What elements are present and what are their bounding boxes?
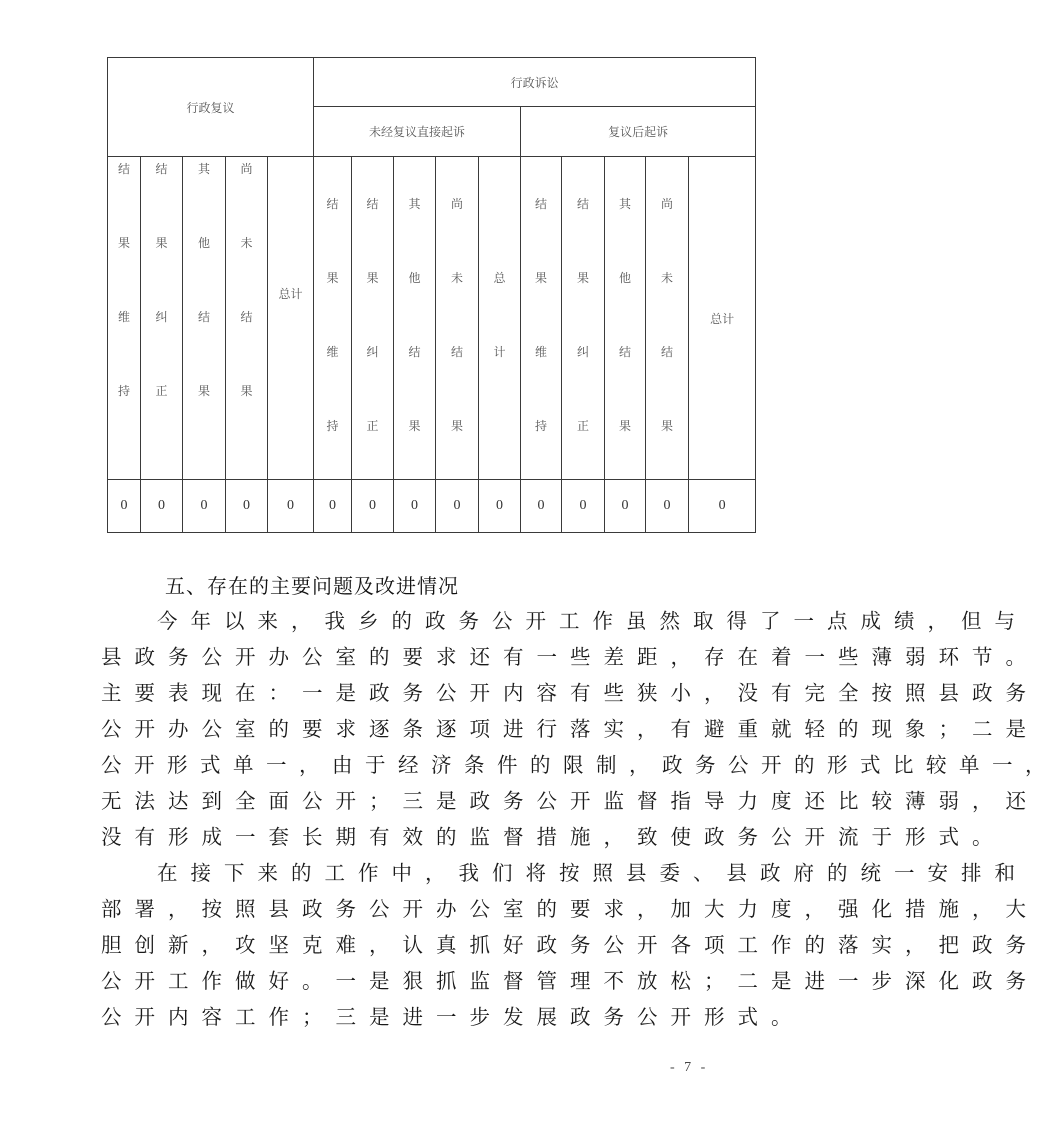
paragraph-line: 公开办公室的要求逐条逐项进行落实，有避重就轻的现象；二是 [101, 717, 1039, 741]
header-litigation-after-review: 复议后起诉 [521, 107, 756, 157]
header-administrative-litigation: 行政诉讼 [314, 58, 756, 107]
col-review-total: 总计 [268, 157, 314, 480]
paragraph-line: 无法达到全面公开；三是政务公开监督指导力度还比较薄弱，还 [101, 789, 1039, 813]
value-cell: 0 [268, 480, 314, 533]
col-direct-upheld: 结 果 维 持 [314, 157, 352, 480]
paragraph-line: 县政务公开办公室的要求还有一些差距，存在着一些薄弱环节。 [101, 645, 1039, 669]
col-after-corrected: 结 果 纠 正 [562, 157, 605, 480]
paragraph-line: 在接下来的工作中，我们将按照县委、县政府的统一安排和 [157, 861, 1028, 885]
paragraph-line: 主要表现在：一是政务公开内容有些狭小，没有完全按照县政务 [101, 681, 1039, 705]
value-cell: 0 [689, 480, 756, 533]
value-cell: 0 [141, 480, 183, 533]
paragraph-line: 今年以来，我乡的政务公开工作虽然取得了一点成绩，但与 [157, 609, 1028, 633]
col-review-pending: 尚 未 结 果 [226, 157, 268, 480]
col-after-pending: 尚 未 结 果 [646, 157, 689, 480]
value-cell: 0 [183, 480, 226, 533]
value-cell: 0 [605, 480, 646, 533]
col-direct-total: 总 计 [479, 157, 521, 480]
paragraph-line: 公开形式单一，由于经济条件的限制，政务公开的形式比较单一， [101, 753, 1058, 777]
paragraph-line: 公开工作做好。一是狠抓监督管理不放松；二是进一步深化政务 [101, 969, 1039, 993]
section-body [101, 603, 1058, 1035]
value-cell: 0 [314, 480, 352, 533]
paragraph-line: 部署，按照县政务公开办公室的要求，加大力度，强化措施，大 [101, 897, 1039, 921]
col-direct-corrected: 结 果 纠 正 [352, 157, 394, 480]
paragraph-line: 没有形成一套长期有效的监督措施，致使政务公开流于形式。 [101, 825, 1006, 849]
value-cell: 0 [479, 480, 521, 533]
section-heading: 五、存在的主要问题及改进情况 [165, 574, 459, 598]
header-direct-litigation: 未经复议直接起诉 [314, 107, 521, 157]
value-cell: 0 [108, 480, 141, 533]
paragraph-line: 胆创新，攻坚克难，认真抓好政务公开各项工作的落实，把政务 [101, 933, 1039, 957]
paragraph-line: 公开内容工作；三是进一步发展政务公开形式。 [101, 1005, 805, 1029]
col-after-upheld: 结 果 维 持 [521, 157, 562, 480]
header-administrative-review: 行政复议 [108, 58, 314, 157]
col-review-other: 其 他 结 果 [183, 157, 226, 480]
page-number: - 7 - [670, 1060, 709, 1075]
col-after-total: 总计 [689, 157, 756, 480]
value-cell: 0 [436, 480, 479, 533]
value-cell: 0 [352, 480, 394, 533]
value-cell: 0 [226, 480, 268, 533]
value-cell: 0 [521, 480, 562, 533]
col-direct-other: 其 他 结 果 [394, 157, 436, 480]
col-after-other: 其 他 结 果 [605, 157, 646, 480]
col-review-corrected: 结 果 纠 正 [141, 157, 183, 480]
col-direct-pending: 尚 未 结 果 [436, 157, 479, 480]
value-cell: 0 [562, 480, 605, 533]
case-statistics-table [107, 57, 756, 533]
col-review-upheld: 结 果 维 持 [108, 157, 141, 480]
value-cell: 0 [646, 480, 689, 533]
value-cell: 0 [394, 480, 436, 533]
